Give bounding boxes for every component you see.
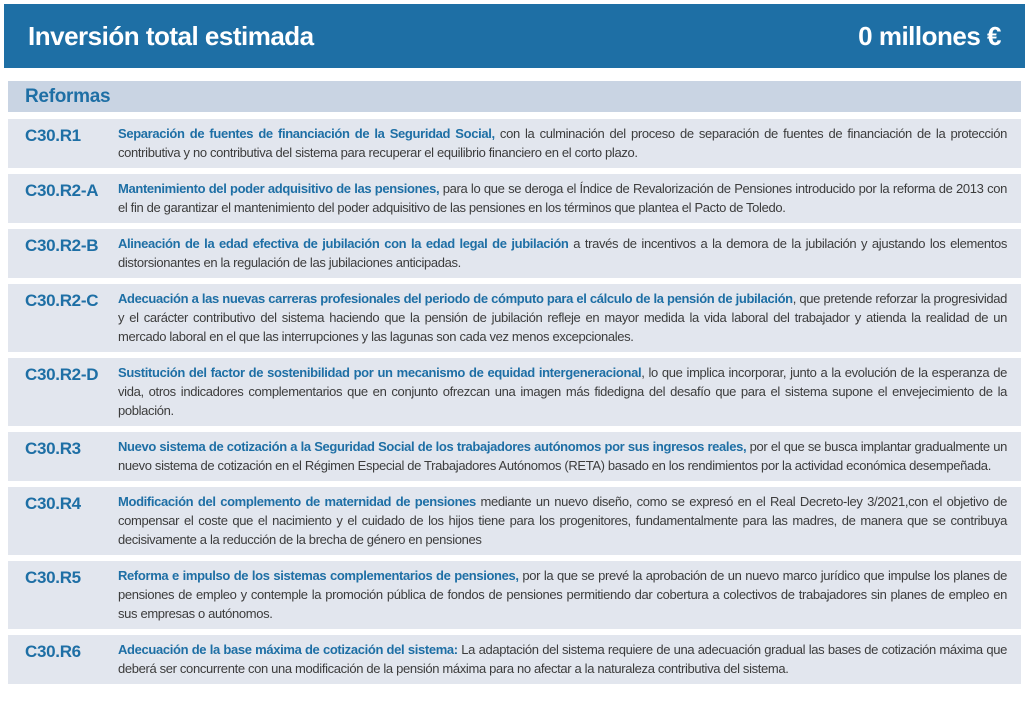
reform-description	[118, 640, 1021, 678]
investment-header-bar	[4, 4, 1025, 68]
reform-body-text: con la culminación del proceso de separación de fuentes de financiación de la protección contributiva y no contributiva del sistema para recuperar el equilibrio financiero en el corto plazo.	[118, 126, 1007, 160]
reform-title: Modificación del complemento de maternidad de pensiones	[118, 494, 476, 509]
total-investment-amount: 0 millones €	[858, 20, 1001, 51]
reform-body-text: a través de incentivos a la demora de la jubilación y ajustando los elementos distorsionantes en la regulación de las jubilaciones anticipadas.	[118, 236, 1007, 270]
reform-row	[8, 432, 1021, 481]
reform-body-text: , que pretende reforzar la progresividad y el carácter contributivo del sistema haciendo que la pensión de jubilación refleje en mayor medida la vida laboral del trabajador y atienda la realidad de un mercado laboral en el que las interrupciones y las lagunas son cada vez menos excepcionales.	[118, 291, 1008, 344]
reform-row	[8, 561, 1021, 629]
reform-row	[8, 487, 1021, 555]
reform-description	[118, 566, 1021, 623]
reform-title: Mantenimiento del poder adquisitivo de las pensiones,	[118, 181, 440, 196]
reform-id: C30.R5	[25, 568, 81, 587]
reform-description	[118, 179, 1021, 217]
reform-description	[118, 234, 1021, 272]
reform-body-text: por la que se prevé la aprobación de un nuevo marco jurídico que impulse los planes de pensiones de empleo y contemple la promoción pública de fondos de pensiones permitiendo dar cobertura a colectivos de trabajadores sin planes de empleo en sus empresas o autónomos.	[118, 568, 1007, 621]
reform-title: Reforma e impulso de los sistemas complementarios de pensiones,	[118, 568, 519, 583]
reform-description	[118, 363, 1021, 420]
page-title: Inversión total estimada	[28, 20, 314, 51]
reform-id: C30.R2-A	[25, 181, 99, 200]
reform-id: C30.R3	[25, 439, 81, 458]
reform-description	[118, 492, 1021, 549]
reform-row	[8, 284, 1021, 352]
reform-row	[8, 358, 1021, 426]
section-header-reformas	[8, 81, 1021, 112]
reform-title: Alineación de la edad efectiva de jubilación con la edad legal de jubilación	[118, 236, 569, 251]
reform-title: Adecuación de la base máxima de cotización del sistema:	[118, 642, 458, 657]
reform-description	[118, 289, 1021, 346]
reform-title: Separación de fuentes de financiación de la Seguridad Social,	[118, 126, 495, 141]
reform-row	[8, 119, 1021, 168]
reform-title: Nuevo sistema de cotización a la Seguridad Social de los trabajadores autónomos por sus ingresos reales,	[118, 439, 747, 454]
reform-id: C30.R2-C	[25, 291, 99, 310]
reform-body-text: La adaptación del sistema requiere de una adecuación gradual las bases de cotización máxima que deberá ser concurrente con una modificación de la pensión máxima para no afectar a la naturaleza contributiva del sistema.	[118, 642, 1007, 676]
reform-id: C30.R1	[25, 126, 81, 145]
reform-body-text: mediante un nuevo diseño, como se expresó en el Real Decreto-ley 3/2021,con el objetivo de compensar el coste que el nacimiento y el cuidado de los hijos tiene para los progenitores, fundamentalmente para las madres, de manera que se contribuya decisivamente a la reducción de la brecha de género en pensiones	[118, 494, 1007, 547]
section-title: Reformas	[25, 85, 111, 107]
reform-title: Adecuación a las nuevas carreras profesionales del periodo de cómputo para el cálculo de la pensión de jubilación	[118, 291, 793, 306]
reform-id: C30.R2-B	[25, 236, 99, 255]
reform-body-text: para lo que se deroga el Índice de Revalorización de Pensiones introducido por la reforma de 2013 con el fin de garantizar el mantenimiento del poder adquisitivo de las pensiones en los términos que plantea el Pacto de Toledo.	[118, 181, 1007, 215]
reform-body-text: por el que se busca implantar gradualmente un nuevo sistema de cotización en el Régimen Especial de Trabajadores Autónomos (RETA) basado en los rendimientos por la actividad económica desempeñada.	[118, 439, 1007, 473]
reform-title: Sustitución del factor de sostenibilidad por un mecanismo de equidad intergeneracional	[118, 365, 642, 380]
reform-description	[118, 124, 1021, 162]
reform-id: C30.R2-D	[25, 365, 99, 384]
content-area	[8, 81, 1021, 684]
reform-id: C30.R6	[25, 642, 81, 661]
reform-row	[8, 229, 1021, 278]
reform-body-text: , lo que implica incorporar, junto a la evolución de la esperanza de vida, otros indicadores complementarios que en conjunto ofrezcan una imagen más fidedigna del desafío que para el sistema supone el envejecimiento de la población.	[118, 365, 1007, 418]
reform-row	[8, 635, 1021, 684]
reform-row	[8, 174, 1021, 223]
reform-id: C30.R4	[25, 494, 81, 513]
reforms-list	[8, 119, 1021, 684]
reform-description	[118, 437, 1021, 475]
